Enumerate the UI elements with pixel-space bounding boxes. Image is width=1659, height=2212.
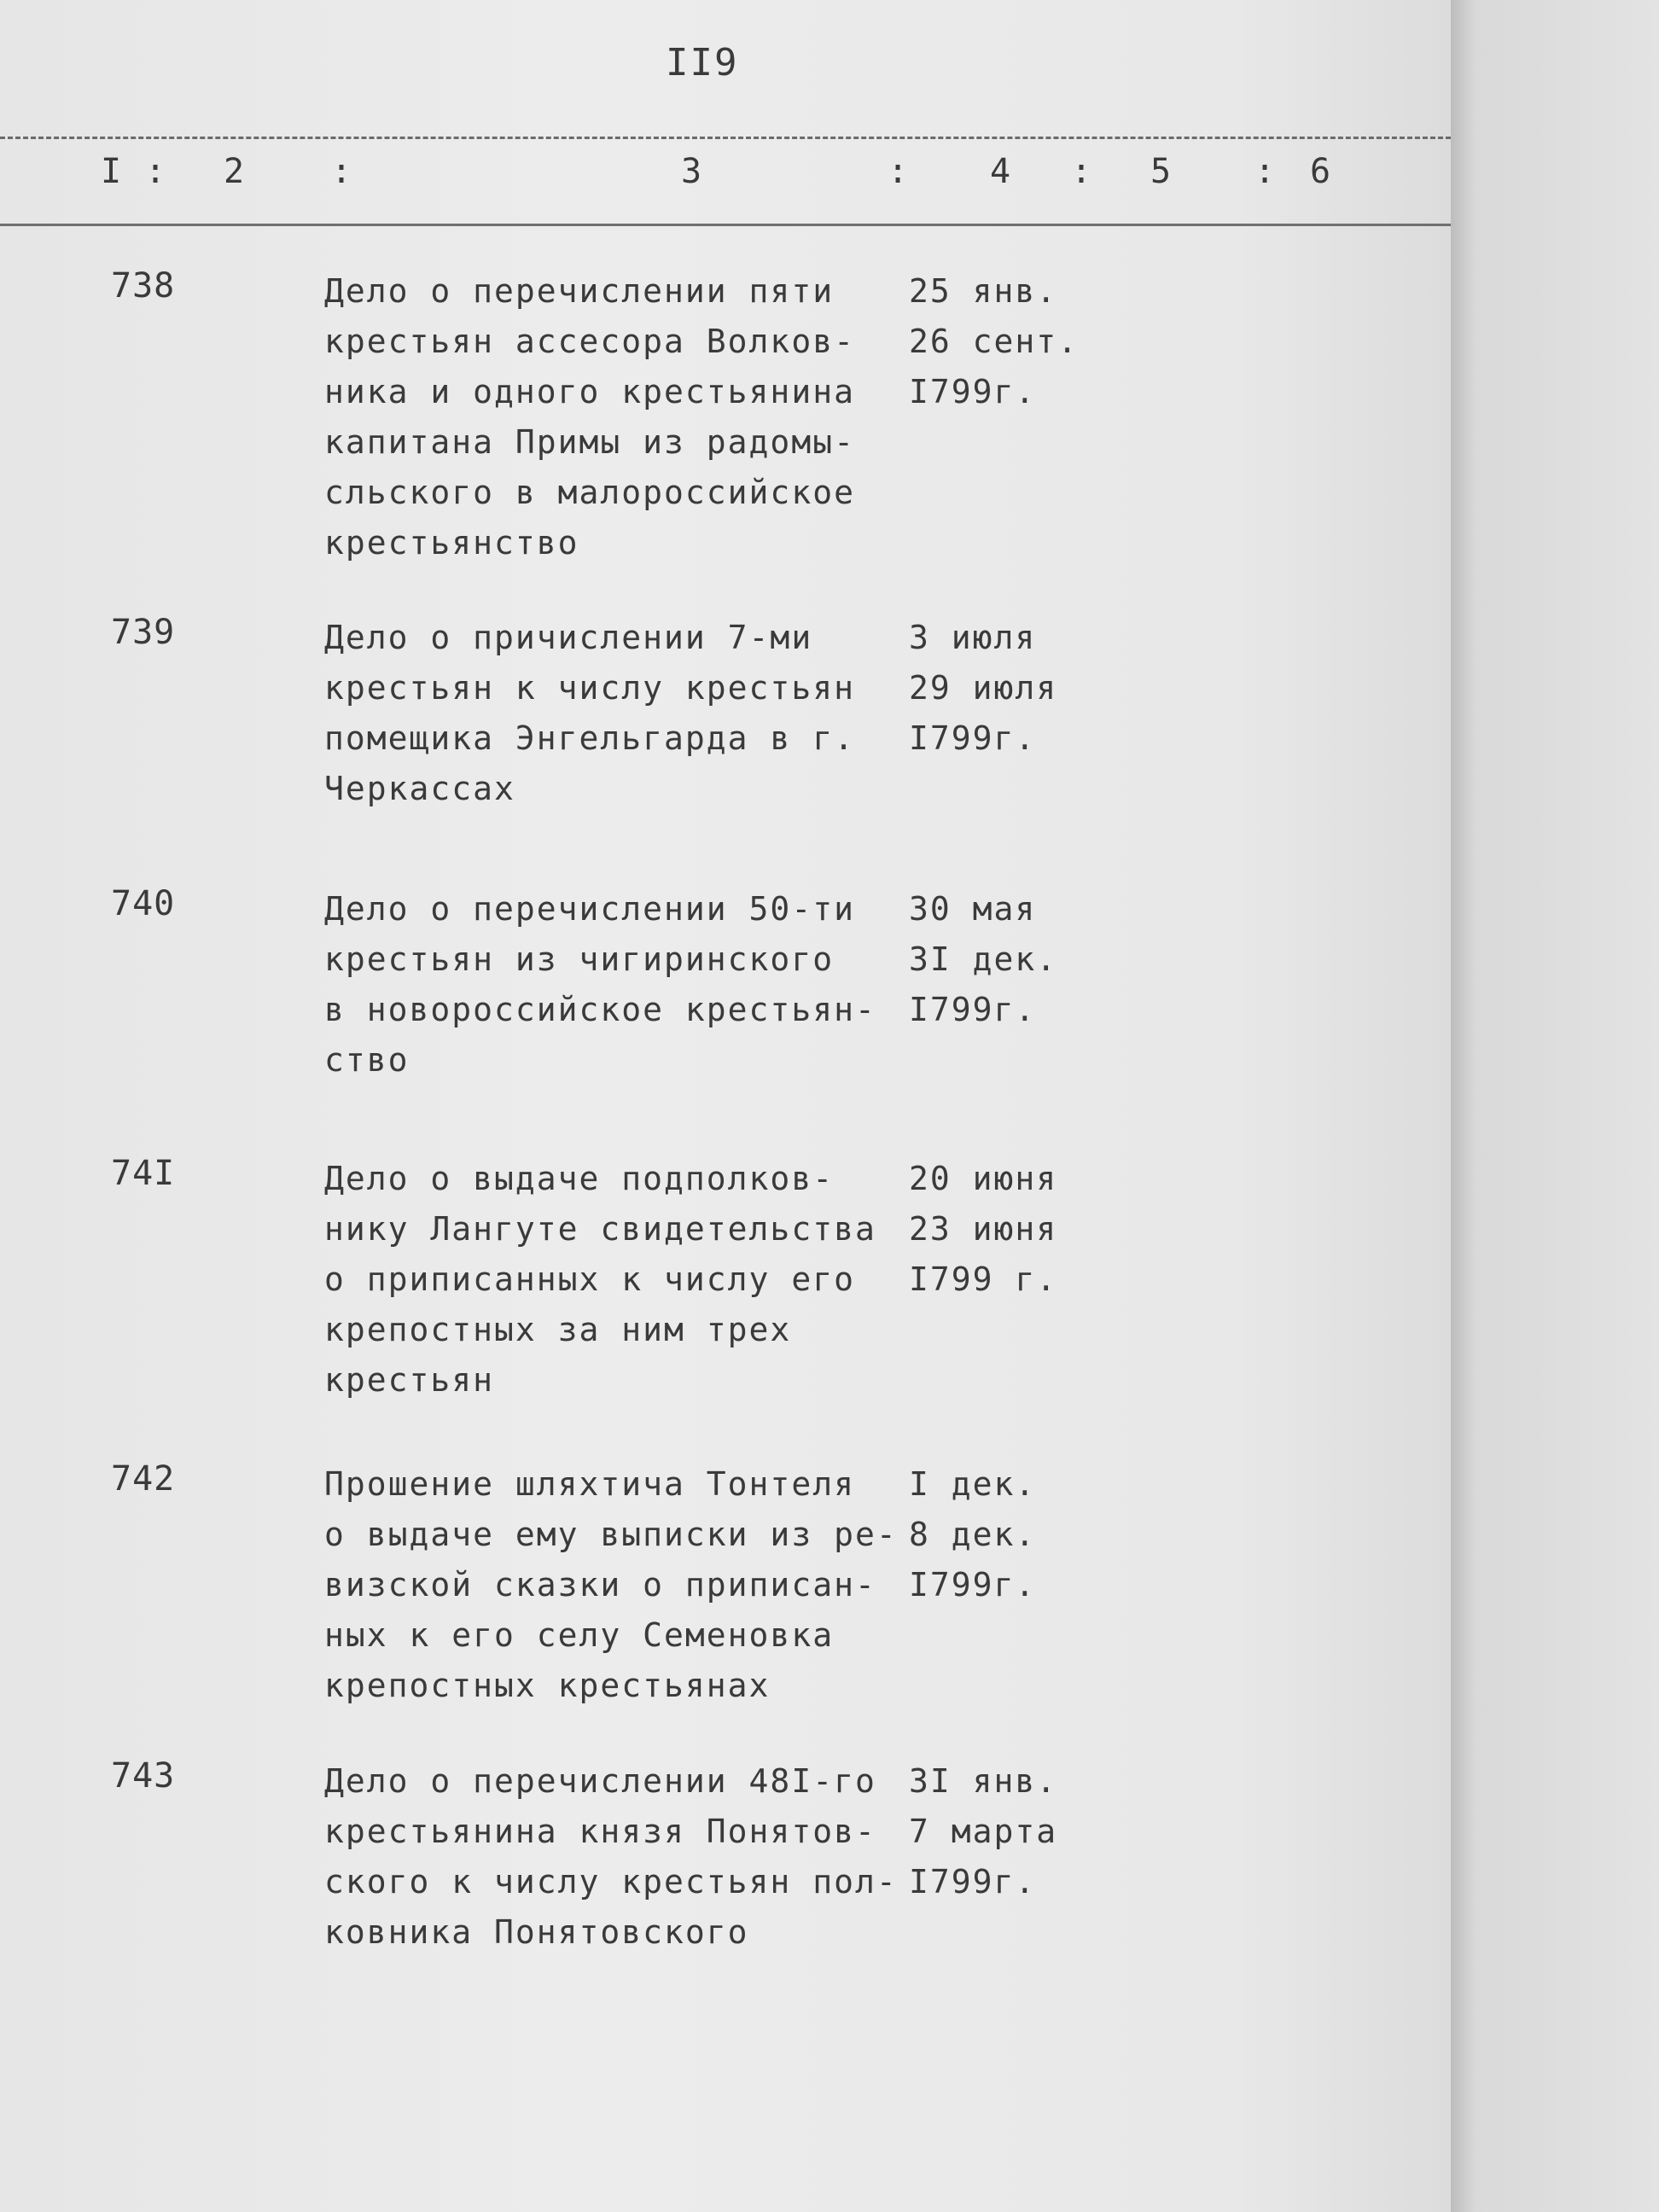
column-header-1: I <box>101 152 122 191</box>
description-line: Дело о выдаче подполков- <box>324 1160 835 1197</box>
column-separator: : <box>331 152 352 191</box>
description-line: Черкассах <box>324 770 515 807</box>
description-line: визской сказки о приписан- <box>324 1566 876 1604</box>
description-line: крестьянина князя Понятов- <box>324 1813 876 1850</box>
description-line: ника и одного крестьянина <box>324 373 855 410</box>
date-line: 23 июня <box>909 1210 1058 1248</box>
description-line: капитана Примы из радомы- <box>324 423 855 461</box>
description-line: крестьян к числу крестьян <box>324 669 855 707</box>
description-line: ных к его селу Семеновка <box>324 1616 835 1654</box>
description-line: ковника Понятовского <box>324 1913 749 1951</box>
date-line: 3I янв. <box>909 1762 1058 1800</box>
description-line: Дело о перечислении пяти <box>324 272 835 310</box>
date-line: 20 июня <box>909 1160 1058 1197</box>
entry-description <box>324 1154 922 1406</box>
entry-description <box>324 1756 922 1958</box>
entry-dates <box>909 1154 1057 1305</box>
date-line: I дек. <box>909 1465 1037 1503</box>
description-line: Дело о причислении 7-ми <box>324 619 813 656</box>
description-line: крестьян ассесора Волков- <box>324 323 855 360</box>
header-rule-bottom <box>0 224 1451 226</box>
description-line: крепостных за ним трех <box>324 1311 792 1348</box>
description-line: в новороссийское крестьян- <box>324 991 876 1028</box>
column-separator: : <box>145 152 166 191</box>
description-line: о приписанных к числу его <box>324 1260 855 1298</box>
entry-description <box>324 613 922 814</box>
description-line: крестьян из чигиринского <box>324 940 835 978</box>
entry-dates <box>909 266 1079 417</box>
description-line: ство <box>324 1041 410 1079</box>
column-header-6: 6 <box>1310 152 1331 191</box>
description-line: крестьянство <box>324 524 579 562</box>
entry-dates <box>909 613 1057 764</box>
date-line: 8 дек. <box>909 1516 1037 1553</box>
entry-number: 742 <box>111 1459 176 1499</box>
date-line: 26 сент. <box>909 323 1080 360</box>
entry-number: 738 <box>111 266 176 306</box>
date-line: I799г. <box>909 373 1037 410</box>
page-number: II9 <box>666 41 739 84</box>
date-line: 3 июля <box>909 619 1037 656</box>
column-header-5: 5 <box>1150 152 1172 191</box>
description-line: Прошение шляхтича Тонтеля <box>324 1465 855 1503</box>
entry-number: 739 <box>111 613 176 652</box>
description-line: сльского в малороссийское <box>324 474 855 511</box>
column-header-4: 4 <box>990 152 1011 191</box>
date-line: I799 г. <box>909 1260 1058 1298</box>
page-edge-shadow <box>1451 0 1659 2212</box>
entry-number: 740 <box>111 884 176 923</box>
entry-description <box>324 884 922 1086</box>
date-line: 3I дек. <box>909 940 1058 978</box>
column-header-2: 2 <box>224 152 245 191</box>
date-line: I799г. <box>909 991 1037 1028</box>
description-line: помещика Энгельгарда в г. <box>324 719 855 757</box>
column-separator: : <box>1254 152 1276 191</box>
entry-dates <box>909 884 1057 1035</box>
description-line: крестьян <box>324 1361 495 1399</box>
column-separator: : <box>888 152 909 191</box>
date-line: 25 янв. <box>909 272 1058 310</box>
description-line: крепостных крестьянах <box>324 1667 771 1704</box>
date-line: I799г. <box>909 1863 1037 1901</box>
description-line: ского к числу крестьян пол- <box>324 1863 898 1901</box>
column-header-3: 3 <box>681 152 702 191</box>
entry-number: 74I <box>111 1154 176 1193</box>
description-line: нику Лангуте свидетельства <box>324 1210 876 1248</box>
entry-dates <box>909 1459 1036 1610</box>
date-line: 7 марта <box>909 1813 1058 1850</box>
date-line: I799г. <box>909 1566 1037 1604</box>
entry-description <box>324 1459 922 1711</box>
entry-dates <box>909 1756 1057 1907</box>
description-line: о выдаче ему выписки из ре- <box>324 1516 898 1553</box>
date-line: 30 мая <box>909 890 1037 928</box>
description-line: Дело о перечислении 50-ти <box>324 890 855 928</box>
entry-number: 743 <box>111 1756 176 1796</box>
description-line: Дело о перечислении 48I-го <box>324 1762 876 1800</box>
date-line: 29 июля <box>909 669 1058 707</box>
column-separator: : <box>1071 152 1092 191</box>
entry-description <box>324 266 922 568</box>
date-line: I799г. <box>909 719 1037 757</box>
header-rule-top <box>0 137 1451 139</box>
